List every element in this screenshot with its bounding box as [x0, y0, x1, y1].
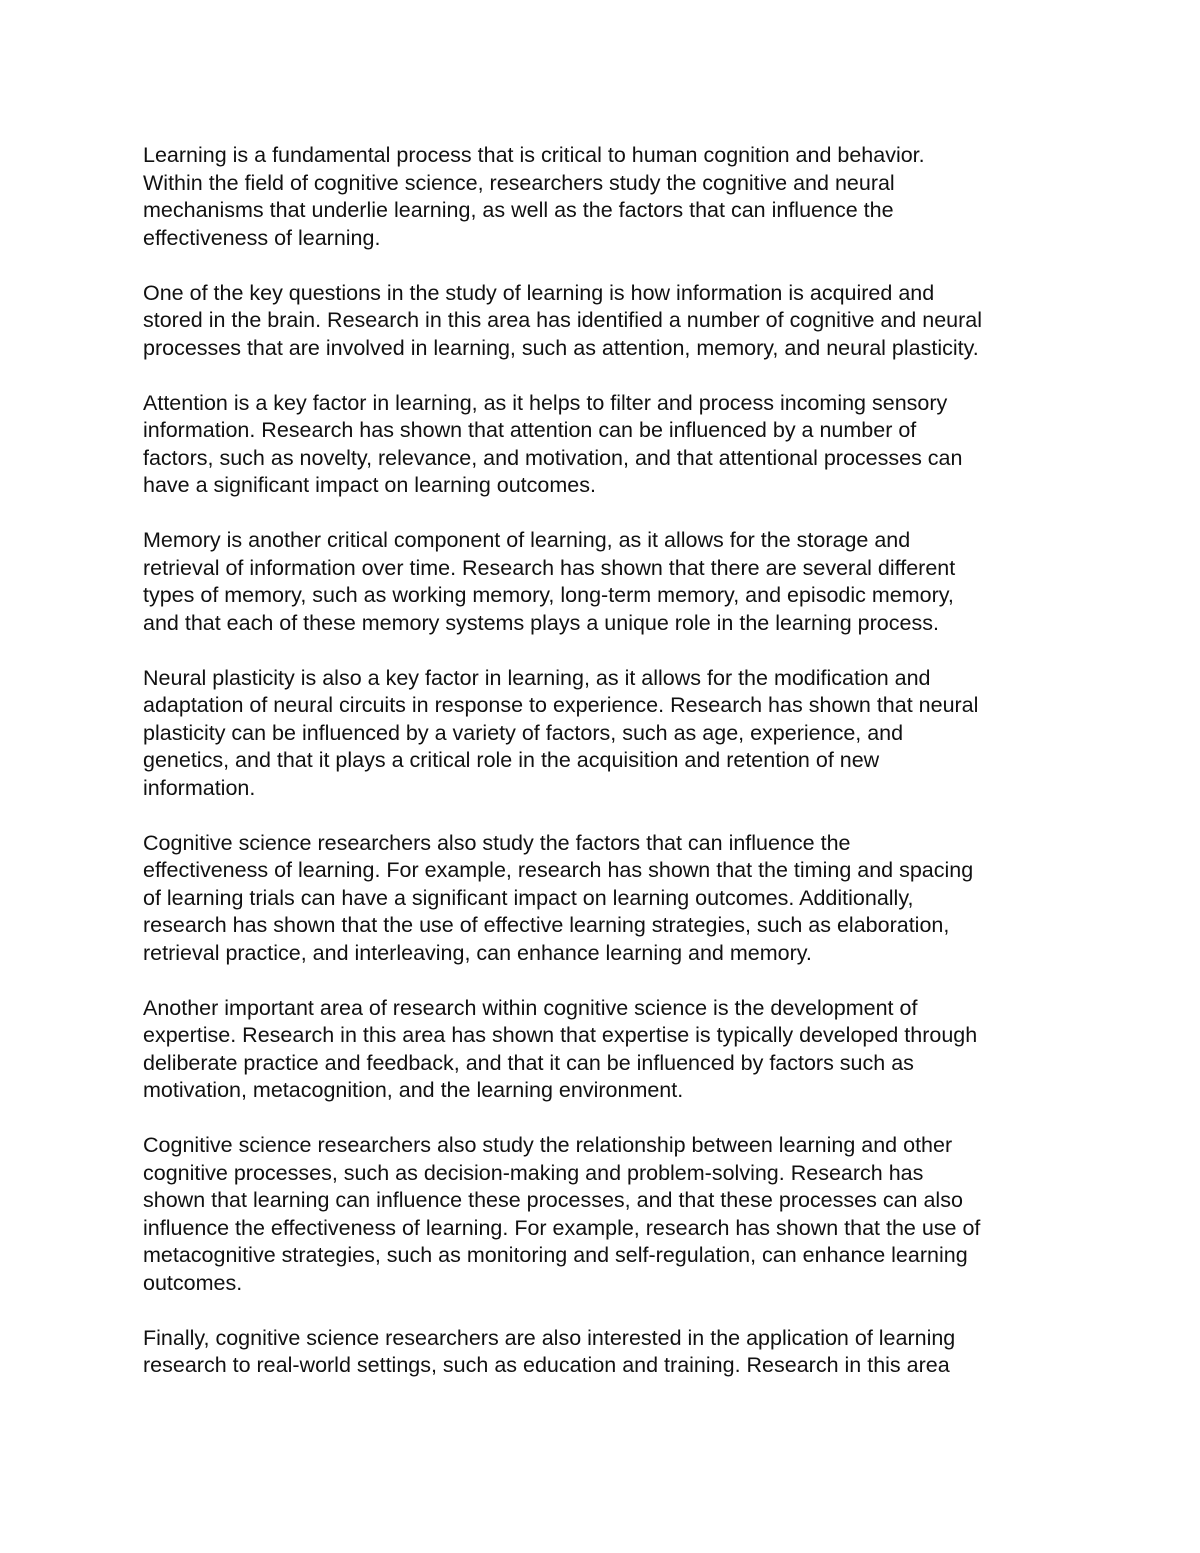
text-line: of learning trials can have a significant impact on learning outcomes. Additionally,: [143, 885, 914, 910]
text-line: influence the effectiveness of learning. For example, research has shown that the use of: [143, 1215, 981, 1240]
text-line: stored in the brain. Research in this area has identified a number of cognitive and neural: [143, 308, 983, 332]
text-line: types of memory, such as working memory, long-term memory, and episodic memory,: [143, 583, 954, 607]
text-line: and that each of these memory systems plays a unique role in the learning process.: [143, 610, 939, 635]
text-line: Memory is another critical component of learning, as it allows for the storage and: [143, 528, 911, 552]
text-line: information.: [143, 775, 256, 800]
paragraph-memory: [143, 527, 1063, 637]
text-line: retrieval practice, and interleaving, can enhance learning and memory.: [143, 940, 812, 965]
text-line: adaptation of neural circuits in response to experience. Research has shown that neural: [143, 693, 979, 717]
text-line: mechanisms that underlie learning, as well as the factors that can influence the: [143, 198, 894, 222]
paragraph-effectiveness: [143, 830, 1063, 968]
text-line: deliberate practice and feedback, and that it can be influenced by factors such as: [143, 1050, 914, 1075]
paragraph-intro: [143, 142, 1063, 252]
text-line: research has shown that the use of effective learning strategies, such as elaboration,: [143, 913, 950, 937]
text-line: effectiveness of learning.: [143, 225, 381, 250]
text-line: Cognitive science researchers also study the factors that can influence the: [143, 830, 851, 855]
text-line: Another important area of research within cognitive science is the development of: [143, 995, 918, 1020]
text-line: motivation, metacognition, and the learning environment.: [143, 1078, 684, 1102]
text-line: Learning is a fundamental process that is critical to human cognition and behavior.: [143, 143, 925, 167]
text-line: Attention is a key factor in learning, as it helps to filter and process incoming sensory: [143, 390, 948, 415]
text-line: cognitive processes, such as decision-making and problem-solving. Research has: [143, 1160, 924, 1185]
text-line: processes that are involved in learning, such as attention, memory, and neural plasticity.: [143, 335, 979, 360]
text-line: outcomes.: [143, 1270, 243, 1295]
paragraph-neural-plasticity: [143, 665, 1063, 803]
text-line: One of the key questions in the study of learning is how information is acquired and: [143, 280, 935, 305]
text-line: factors, such as novelty, relevance, and motivation, and that attentional processes can: [143, 445, 963, 470]
paragraph-cognitive-processes: [143, 1132, 1063, 1297]
text-line: metacognitive strategies, such as monitoring and self-regulation, can enhance learning: [143, 1243, 968, 1267]
text-line: plasticity can be influenced by a variety of factors, such as age, experience, and: [143, 720, 904, 745]
text-line: Finally, cognitive science researchers are also interested in the application of learning: [143, 1325, 956, 1350]
text-line: retrieval of information over time. Research has shown that there are several different: [143, 555, 956, 580]
text-line: Within the field of cognitive science, researchers study the cognitive and neural: [143, 170, 895, 195]
document-body: [143, 142, 1063, 1407]
text-line: genetics, and that it plays a critical role in the acquisition and retention of new: [143, 748, 880, 772]
paragraph-applications: [143, 1325, 1063, 1380]
text-line: Neural plasticity is also a key factor in learning, as it allows for the modification and: [143, 665, 931, 690]
text-line: information. Research has shown that attention can be influenced by a number of: [143, 418, 917, 442]
paragraph-attention: [143, 390, 1063, 500]
paragraph-key-questions: [143, 280, 1063, 363]
text-line: effectiveness of learning. For example, research has shown that the timing and spacing: [143, 858, 974, 882]
text-line: have a significant impact on learning outcomes.: [143, 473, 596, 497]
text-line: research to real-world settings, such as education and training. Research in this area: [143, 1353, 950, 1377]
text-line: Cognitive science researchers also study the relationship between learning and other: [143, 1133, 953, 1157]
text-line: expertise. Research in this area has shown that expertise is typically developed through: [143, 1023, 978, 1047]
paragraph-expertise: [143, 995, 1063, 1105]
text-line: shown that learning can influence these processes, and that these processes can also: [143, 1188, 963, 1212]
